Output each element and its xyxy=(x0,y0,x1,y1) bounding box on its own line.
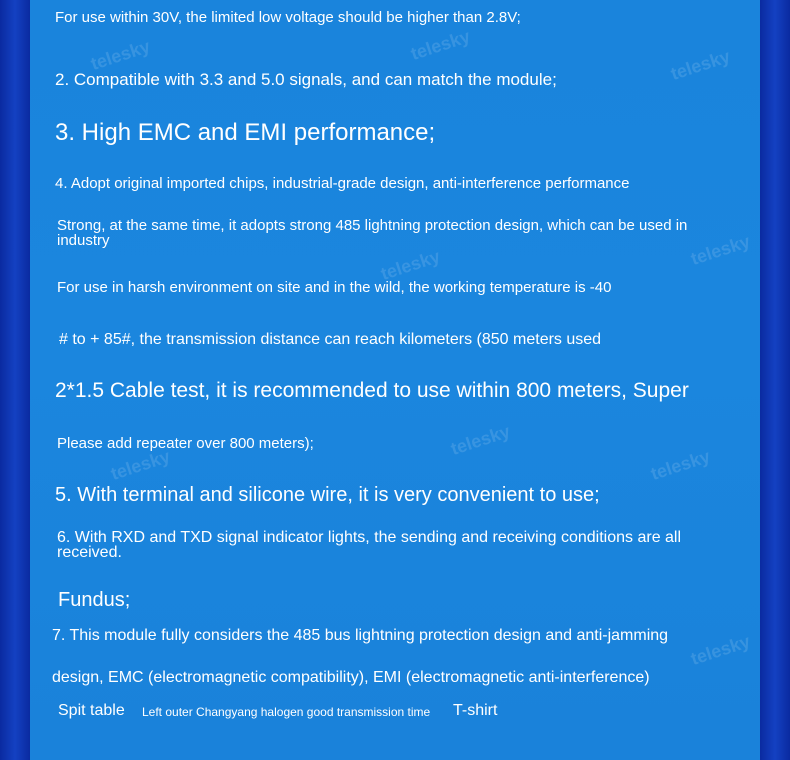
spec-line-terminal: 5. With terminal and silicone wire, it is very convenient to use; xyxy=(55,484,600,506)
watermark: telesky xyxy=(688,631,753,669)
spec-line-lightning: Strong, at the same time, it adopts strong 485 lightning protection design, which can be used in industry xyxy=(57,217,688,249)
spec-line-compatibility: 2. Compatible with 3.3 and 5.0 signals, and can match the module; xyxy=(55,70,557,89)
spec-line-fundus: Fundus; xyxy=(58,589,131,611)
spec-line-emi: design, EMC (electromagnetic compatibility), EMI (electromagnetic anti-interference) xyxy=(52,669,650,686)
spec-line-voltage: For use within 30V, the limited low voltage should be higher than 2.8V; xyxy=(55,9,521,26)
watermark: telesky xyxy=(688,231,753,269)
spec-line-environment: For use in harsh environment on site and in the wild, the working temperature is -40 xyxy=(57,279,612,296)
spec-line-protection: 7. This module fully considers the 485 bus lightning protection design and anti-jamming xyxy=(52,627,669,644)
spec-line-indicators: 6. With RXD and TXD signal indicator lights, the sending and receiving conditions are all received. xyxy=(57,529,682,561)
footer-label-c: T-shirt xyxy=(453,702,498,719)
footer-label-a: Spit table xyxy=(58,702,125,719)
watermark: telesky xyxy=(378,246,443,284)
watermark: telesky xyxy=(108,446,173,484)
spec-line-repeater: Please add repeater over 800 meters); xyxy=(57,435,314,452)
spec-line-chips: 4. Adopt original imported chips, industrial-grade design, anti-interference performance xyxy=(55,175,630,192)
left-border xyxy=(0,0,30,760)
spec-line-distance: # to + 85#, the transmission distance can reach kilometers (850 meters used xyxy=(59,331,602,348)
spec-line-cable-test: 2*1.5 Cable test, it is recommended to use within 800 meters, Super xyxy=(55,379,689,402)
watermark: telesky xyxy=(448,421,513,459)
watermark: telesky xyxy=(668,46,733,84)
content-panel xyxy=(30,0,760,760)
footer-label-b: Left outer Changyang halogen good transmission time xyxy=(142,705,431,719)
watermark: telesky xyxy=(648,446,713,484)
spec-line-emc-heading: 3. High EMC and EMI performance; xyxy=(55,119,436,146)
watermark: telesky xyxy=(88,36,153,74)
right-border xyxy=(760,0,790,760)
watermark: telesky xyxy=(408,26,473,64)
